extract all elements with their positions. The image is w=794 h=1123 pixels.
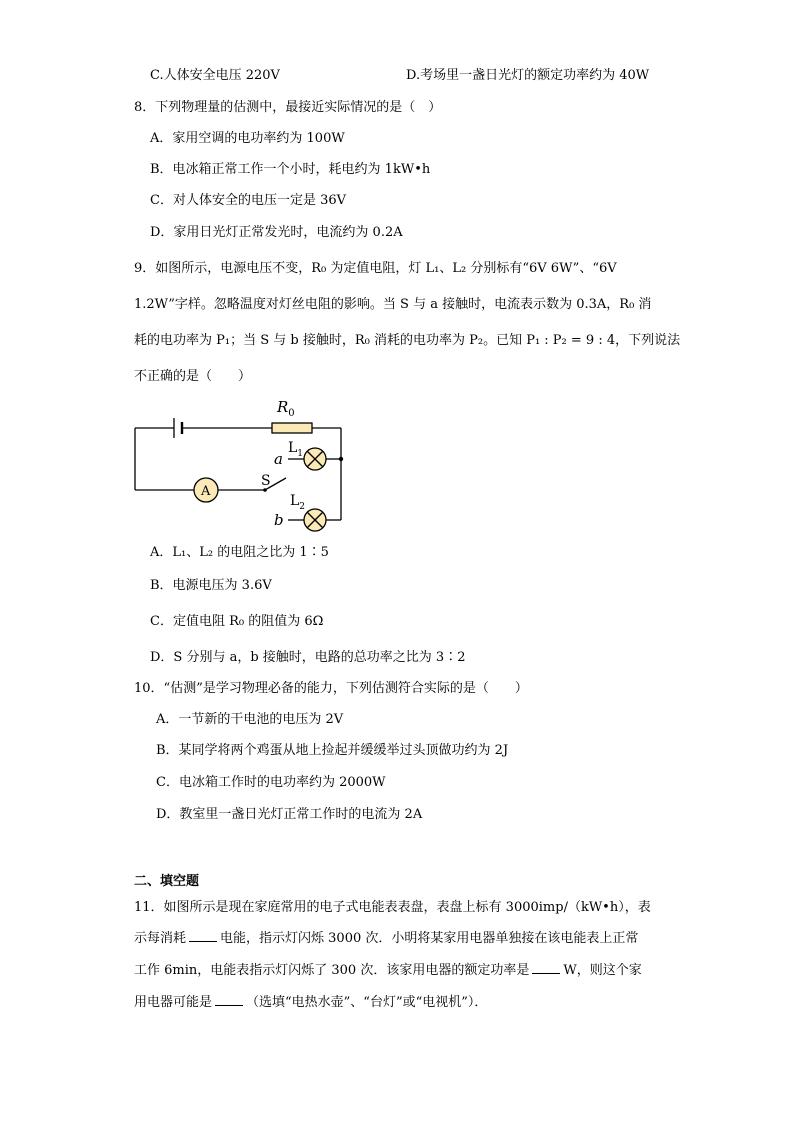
q7-option-c: C.人体安全电压 220V [150,68,280,83]
q9-stem-line-4: 不正确的是（ ） [134,369,252,384]
q8-option-d: D．家用日光灯正常发光时，电流约为 0.2A [150,225,403,240]
q9-option-c: C．定值电阻 R₀ 的阻值为 6Ω [150,614,324,629]
q11-line-3 [134,961,642,981]
junction-dot [339,457,343,461]
answer-blank-1[interactable] [189,929,217,942]
q9-option-b: B．电源电压为 3.6V [150,578,272,593]
switch-label: S [261,473,271,489]
answer-blank-2[interactable] [532,961,560,974]
q9-stem-line-3: 耗的电功率为 P₁；当 S 与 b 接触时，R₀ 消耗的电功率为 P₂。已知 P₁ : P₂ = 9 : 4，下列说法 [134,333,681,348]
q8-option-b: B．电冰箱正常工作一个小时，耗电约为 1kW•h [150,162,431,177]
q9-option-a: A．L₁、L₂ 的电阻之比为 1∶5 [150,545,329,560]
q9-stem-line-2: 1.2W”字样。忽略温度对灯丝电阻的影响。当 S 与 a 接触时，电流表示数为 0.3A，R₀ 消 [134,297,652,312]
node-a-label: a [274,450,283,468]
q7-option-d: D.考场里一盏日光灯的额定功率约为 40W [406,68,650,83]
q11-text: （选填“电热水壶”、“台灯”或“电视机”）． [246,995,488,1010]
q11-line-4 [134,993,487,1013]
l2-label: $L_2$ [290,493,306,512]
q9-option-d: D．S 分别与 a，b 接触时，电路的总功率之比为 3∶2 [150,650,466,665]
q11-text: 示每消耗 [134,931,187,946]
answer-blank-3[interactable] [215,993,243,1006]
q8-option-c: C．对人体安全的电压一定是 36V [150,193,347,208]
r0-label: $R_0$ [277,398,295,419]
q8-option-a: A．家用空调的电功率约为 100W [150,131,345,146]
q10-option-d: D．教室里一盏日光灯正常工作时的电流为 2A [156,807,423,822]
resistor-r0 [272,423,312,433]
q9-stem-line-1: 9．如图所示，电源电压不变，R₀ 为定值电阻，灯 L₁、L₂ 分别标有“6V 6W”、“6V [134,261,617,276]
section-title-fill-in: 二、填空题 [134,874,200,889]
q11-text: 工作 6min，电能表指示灯闪烁了 300 次．该家用电器的额定功率是 [134,963,530,978]
q11-text: W，则这个家 [563,963,642,978]
q11-text: 电能，指示灯闪烁 3000 次．小明将某家用电器单独接在该电能表上正常 [220,931,639,946]
q10-stem: 10．“估测”是学习物理必备的能力，下列估测符合实际的是（ ） [134,681,528,696]
ammeter-label: A [201,484,211,499]
q10-option-a: A．一节新的干电池的电压为 2V [156,712,344,727]
q11-line-1: 11．如图所示是现在家庭常用的电子式电能表表盘，表盘上标有 3000imp/（kW•h），表 [134,900,651,915]
q10-option-c: C．电冰箱工作时的电功率约为 2000W [156,775,386,790]
node-b-label: b [274,511,284,529]
circuit-diagram [128,392,358,532]
q11-text: 用电器可能是 [134,995,213,1010]
l1-label: $L_1$ [288,440,304,459]
q11-line-2 [134,929,638,949]
q10-option-b: B．某同学将两个鸡蛋从地上捡起并缓缓举过头顶做功约为 2J [156,743,509,758]
q8-stem: 8．下列物理量的估测中，最接近实际情况的是（ ） [134,100,442,115]
